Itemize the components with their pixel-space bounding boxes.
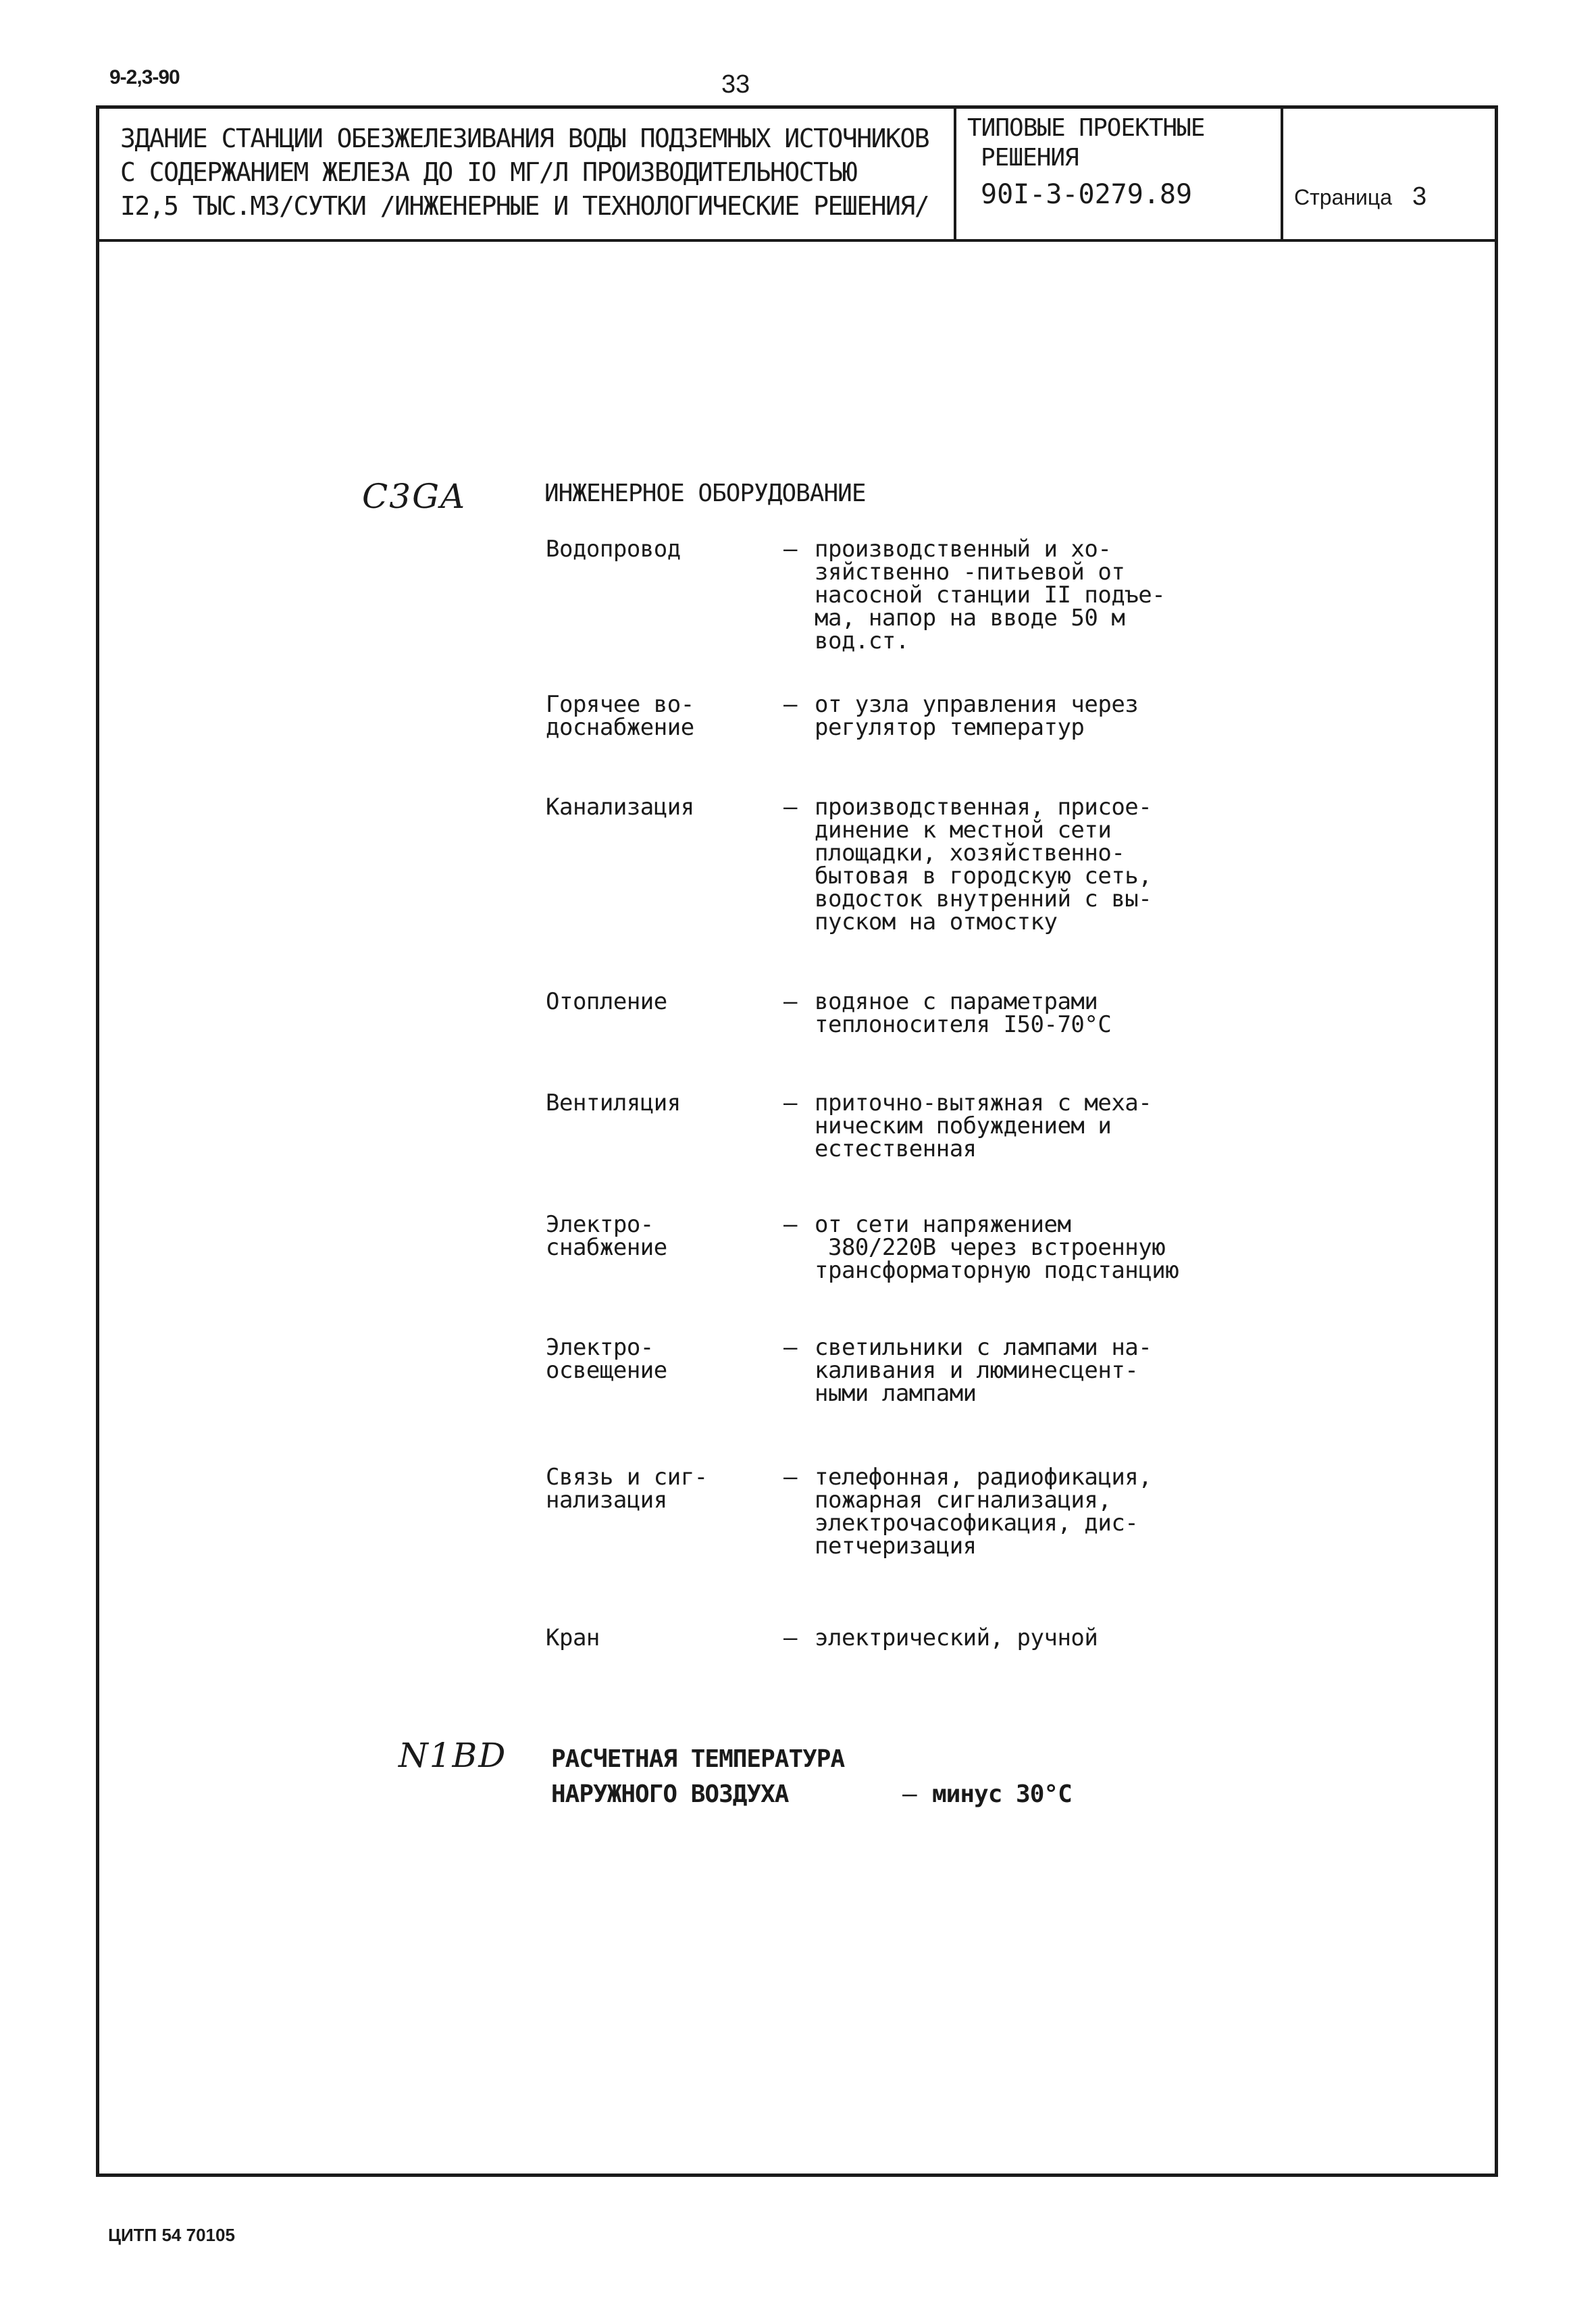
- item-description-line: насосной станции II подъе-: [815, 582, 1166, 609]
- item-description-line: каливания и люминесцент-: [815, 1357, 1139, 1384]
- item-description-line: бытовая в городскую сеть,: [815, 863, 1152, 890]
- item-description-line: трансформаторную подстанцию: [815, 1257, 1179, 1284]
- dash: –: [783, 1089, 798, 1116]
- title-line: С СОДЕРЖАНИЕМ ЖЕЛЕЗА ДО IO МГ/Л ПРОИЗВОДИТЕЛЬНОСТЬЮ: [120, 157, 857, 187]
- item-description-line: вод.ст.: [815, 627, 909, 654]
- item-description-line: электрочасофикация, дис-: [815, 1510, 1139, 1537]
- item-label-line: Электро-: [546, 1334, 654, 1361]
- document-code: 9-2,3-90: [109, 66, 180, 88]
- item-description: [815, 990, 1111, 1036]
- dash: –: [783, 1211, 798, 1238]
- design-temperature-value: минус 30°С: [932, 1780, 1072, 1808]
- section-heading: ИНЖЕНЕРНОЕ ОБОРУДОВАНИЕ: [544, 480, 866, 507]
- dash: –: [783, 988, 798, 1015]
- item-description-line: водяное с параметрами: [815, 988, 1098, 1015]
- item-description: [815, 1336, 1152, 1405]
- item-label-line: Электро-: [546, 1211, 654, 1238]
- dash: –: [783, 1334, 798, 1361]
- item-label-line: Связь и сиг-: [546, 1464, 708, 1491]
- item-description-line: площадки, хозяйственно-: [815, 840, 1125, 867]
- item-description-line: регулятор температур: [815, 714, 1085, 741]
- item-description-line: от сети напряжением: [815, 1211, 1071, 1238]
- page-number: 33: [721, 70, 750, 99]
- item-label: [546, 1336, 667, 1382]
- item-label: [546, 538, 681, 561]
- item-description-line: от узла управления через: [815, 691, 1139, 718]
- section-code-handwritten: N1BD: [398, 1736, 507, 1775]
- item-label: [546, 990, 667, 1013]
- item-label: [546, 693, 694, 739]
- item-label-line: Вентиляция: [546, 1089, 681, 1116]
- dash: –: [783, 1624, 798, 1651]
- item-description: [815, 1626, 1098, 1649]
- project-code: 90I-3-0279.89: [981, 179, 1193, 210]
- item-description-line: ма, напор на вводе 50 м: [815, 605, 1125, 632]
- item-label-line: доснабжение: [546, 714, 694, 741]
- item-description-line: ническим побуждением и: [815, 1112, 1112, 1139]
- item-label: [546, 1626, 600, 1649]
- series-label: ТИПОВЫЕ ПРОЕКТНЫЕ: [967, 114, 1205, 142]
- dash: –: [783, 1464, 798, 1491]
- item-description-line: ными лампами: [815, 1380, 977, 1407]
- page-frame: [96, 105, 1498, 2177]
- item-description-line: теплоносителя I50-70°С: [815, 1011, 1112, 1038]
- footer-stamp: ЦИТП 54 70105: [108, 2225, 235, 2245]
- sheet-number: 3: [1412, 182, 1427, 211]
- item-description: [815, 693, 1138, 739]
- item-description-line: телефонная, радиофикация,: [815, 1464, 1152, 1491]
- item-label: [546, 1091, 681, 1114]
- series-block: [967, 113, 1271, 209]
- item-description: [815, 538, 1165, 652]
- item-label-line: Кран: [546, 1624, 600, 1651]
- item-label: [546, 1466, 708, 1512]
- item-description-line: естественная: [815, 1135, 977, 1162]
- item-description: [815, 1213, 1179, 1282]
- item-label: [546, 1213, 667, 1259]
- item-label: [546, 796, 694, 819]
- item-description-line: приточно-вытяжная с меха-: [815, 1089, 1152, 1116]
- item-description-line: 380/220В через встроенную: [815, 1234, 1166, 1261]
- item-label-line: Отопление: [546, 988, 667, 1015]
- item-label-line: Водопровод: [546, 536, 681, 563]
- item-description-line: динение к местной сети: [815, 817, 1112, 844]
- item-description: [815, 796, 1152, 933]
- item-description-line: пуском на отмостку: [815, 908, 1058, 935]
- item-description: [815, 1091, 1152, 1160]
- item-label-line: снабжение: [546, 1234, 667, 1261]
- document-title: [120, 122, 964, 223]
- item-description-line: электрический, ручной: [815, 1624, 1098, 1651]
- design-temperature-label-2: НАРУЖНОГО ВОЗДУХА: [551, 1780, 789, 1808]
- item-description-line: пожарная сигнализация,: [815, 1487, 1112, 1514]
- dash: –: [783, 794, 798, 821]
- design-temperature-label: РАСЧЕТНАЯ ТЕМПЕРАТУРА: [551, 1745, 845, 1773]
- sheet-label: Страница: [1294, 185, 1393, 209]
- dash: –: [783, 691, 798, 718]
- title-line: I2,5 ТЫС.М3/СУТКИ /ИНЖЕНЕРНЫЕ И ТЕХНОЛОГИЧЕСКИЕ РЕШЕНИЯ/: [120, 191, 929, 221]
- item-description-line: производственный и хо-: [815, 536, 1112, 563]
- section-code-handwritten: C3GA: [362, 477, 467, 516]
- item-description: [815, 1466, 1152, 1558]
- dash: –: [902, 1780, 917, 1808]
- header-col-divider-2: [1281, 105, 1283, 240]
- item-label-line: освещение: [546, 1357, 667, 1384]
- sheet-block: [1294, 182, 1426, 211]
- item-description-line: водосток внутренний с вы-: [815, 885, 1152, 912]
- item-label-line: Канализация: [546, 794, 694, 821]
- title-line: ЗДАНИЕ СТАНЦИИ ОБЕЗЖЕЛЕЗИВАНИЯ ВОДЫ ПОДЗЕМНЫХ ИСТОЧНИКОВ: [120, 124, 929, 153]
- item-label-line: Горячее во-: [546, 691, 694, 718]
- item-description-line: светильники с лампами на-: [815, 1334, 1152, 1361]
- item-label-line: нализация: [546, 1487, 667, 1514]
- series-label-2: РЕШЕНИЯ: [981, 144, 1079, 172]
- dash: –: [783, 536, 798, 563]
- item-description-line: петчеризация: [815, 1533, 977, 1560]
- item-description-line: производственная, присое-: [815, 794, 1152, 821]
- item-description-line: зяйственно -питьевой от: [815, 559, 1125, 586]
- header-divider: [96, 239, 1498, 242]
